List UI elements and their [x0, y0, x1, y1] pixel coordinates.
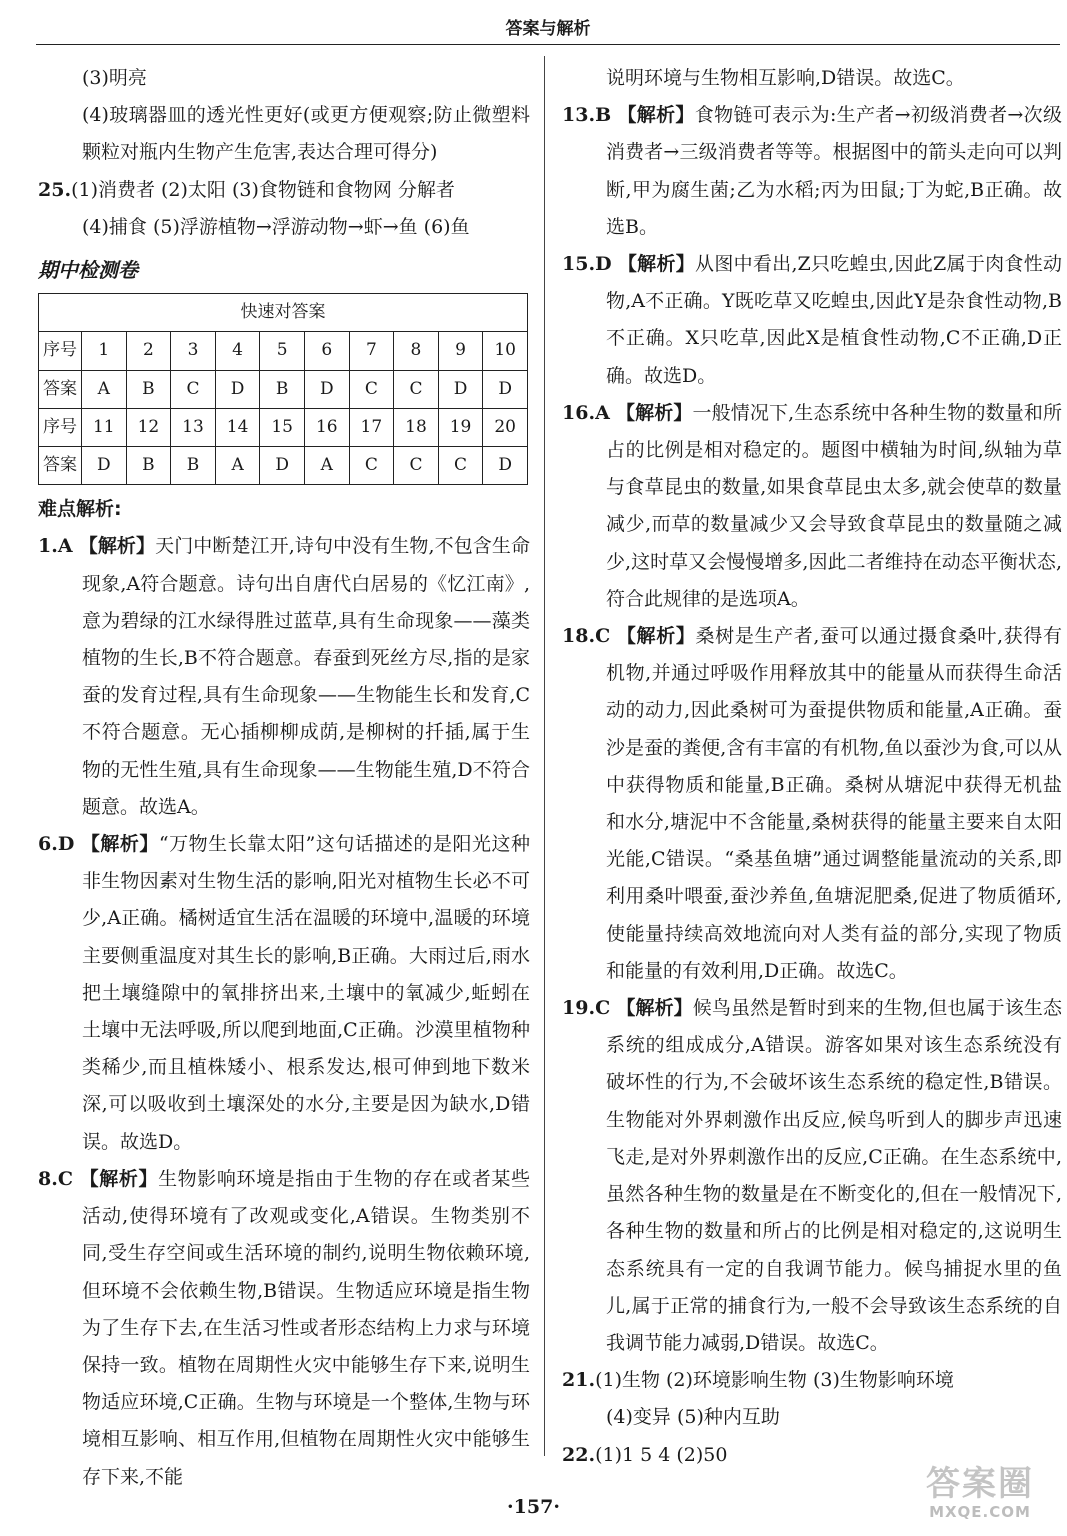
table-cell: D: [82, 447, 127, 485]
watermark-logo: [900, 1464, 1060, 1530]
analysis-tag: 【解析】: [616, 625, 696, 648]
question-number: 19.: [562, 997, 596, 1020]
analysis-tag: 【解析】: [79, 1167, 159, 1190]
analysis-text: 天门中断楚江开,诗句中没有生物,不包含生命现象,A符合题意。诗句出自唐代白居易的《忆江南》,意为碧绿的江水绿得胜过蓝草,具有生命现象——藻类植物的生长,B不符合题意。春蚕到死丝方尽,指的是家蚕的发育过程,具有生命现象——生物能生长和发育,C不符合题意。无心插柳柳成荫,是柳树的扦插,属于生物的无性生殖,具有生命现象——生物能生殖,D不符合题意。故选A。: [82, 535, 530, 818]
watermark-text: 答案圈: [926, 1464, 1034, 1504]
analysis-tag: 【解析】: [80, 833, 159, 856]
table-cell: 14: [215, 408, 260, 446]
page-header: [36, 14, 1060, 45]
right-column: [562, 60, 1062, 1474]
question-15: [562, 246, 1062, 395]
question-25: [38, 172, 530, 209]
table-cell: D: [260, 447, 305, 485]
table-cell: D: [438, 370, 483, 408]
row-label: 序号: [39, 408, 82, 446]
table-cell: 13: [171, 408, 216, 446]
question-13: [562, 97, 1062, 246]
table-cell: 6: [304, 332, 349, 370]
table-cell: 15: [260, 408, 305, 446]
table-cell: C: [394, 370, 439, 408]
table-cell: C: [349, 370, 394, 408]
question-number: 16.: [562, 401, 596, 424]
question-answer: B: [595, 104, 612, 127]
table-cell: 2: [126, 332, 171, 370]
answer-line: (4)玻璃器皿的透光性更好(或更方便观察;防止微塑料颗粒对瓶内生物产生危害,表达合理可得分): [82, 104, 530, 164]
question-8: [38, 1161, 530, 1496]
table-cell: C: [349, 447, 394, 485]
analysis-tag: 【解析】: [615, 401, 693, 424]
question-number: 1.: [38, 535, 58, 558]
answer-text: (1)消费者 (2)太阳 (3)食物链和食物网 分解者: [71, 178, 455, 201]
answer-line: (4)捕食 (5)浮游植物→浮游动物→虾→鱼 (6)鱼: [82, 215, 470, 238]
table-cell: 12: [126, 408, 171, 446]
table-row: [39, 408, 528, 446]
question-number: 21.: [562, 1369, 596, 1392]
question-number: 13.: [562, 104, 596, 127]
analysis-text: “万物生长靠太阳”这句话描述的是阳光这种非生物因素对生物生活的影响,阳光对植物生长必不可少,A正确。橘树适宜生活在温暖的环境中,温暖的环境主要侧重温度对其生长的影响,B正确。大雨过后,雨水把土壤缝隙中的氧排挤出来,土壤中的氧减少,蚯蚓在土壤中无法呼吸,所以爬到地面,C正确。沙漠里植物种类稀少,而且植株矮小、根系发达,根可伸到地下数米深,可以吸收到土壤深处的水分,主要是因为缺水,D错误。故选D。: [82, 833, 530, 1153]
difficulty-title: 难点解析:: [38, 498, 122, 521]
table-cell: 7: [349, 332, 394, 370]
table-cell: B: [260, 370, 305, 408]
table-cell: 16: [304, 408, 349, 446]
table-cell: 9: [438, 332, 483, 370]
continued-text: 说明环境与生物相互影响,D错误。故选C。: [606, 67, 965, 89]
column-divider: [544, 56, 545, 1456]
question-18: [562, 618, 1062, 990]
question-1: [38, 528, 530, 826]
table-cell: 1: [82, 332, 127, 370]
left-column: [38, 60, 530, 1496]
table-row: [39, 370, 528, 408]
question-6: [38, 826, 530, 1161]
question-number: 6.: [38, 833, 58, 856]
table-cell: 11: [82, 408, 127, 446]
analysis-text: 候鸟虽然是暂时到来的生物,但也属于该生态系统的组成成分,A错误。游客如果对该生态系统没有破坏性的行为,不会破坏该生态系统的稳定性,B错误。生物能对外界刺激作出反应,候鸟听到人的脚步声迅速飞走,是对外界刺激作出的反应,C正确。在生态系统中,虽然各种生物的数量是在不断变化的,但在一般情况下,各种生物的数量和所占的比例是相对稳定的,这说明生态系统具有一定的自我调节能力。候鸟捕捉水里的鱼儿,属于正常的捕食行为,一般不会导致该生态系统的自我调节能力减弱,D错误。故选C。: [606, 997, 1062, 1354]
table-cell: D: [304, 370, 349, 408]
analysis-tag: 【解析】: [617, 253, 696, 276]
question-answer: A: [595, 401, 610, 424]
table-cell: A: [304, 447, 349, 485]
table-cell: D: [483, 370, 528, 408]
table-cell: 3: [171, 332, 216, 370]
question-number: 22.: [562, 1443, 596, 1466]
quick-answer-table: [38, 293, 528, 485]
question-answer: C: [595, 997, 611, 1020]
row-label: 序号: [39, 332, 82, 370]
analysis-text: 桑树是生产者,蚕可以通过摄食桑叶,获得有机物,并通过呼吸作用释放其中的能量从而获得生命活动的动力,因此桑树可为蚕提供物质和能量,A正确。蚕沙是蚕的粪便,含有丰富的有机物,鱼以蚕沙为食,可以从中获得物质和能量,B正确。桑树从塘泥中获得无机盐和水分,塘泥中不含能量,桑树获得的能量主要来自太阳光能,C错误。“桑基鱼塘”通过调整能量流动的关系,即利用桑叶喂蚕,蚕沙养鱼,鱼塘泥肥桑,促进了物质循环,使能量持续高效地流向对人类有益的部分,实现了物质和能量的有效利用,D正确。故选C。: [606, 625, 1062, 982]
table-cell: 4: [215, 332, 260, 370]
question-number: 18.: [562, 625, 596, 648]
section-title: 期中检测卷: [38, 258, 138, 283]
table-cell: B: [126, 447, 171, 485]
analysis-text: 食物链可表示为:生产者→初级消费者→次级消费者→三级消费者等等。根据图中的箭头走向可以判断,甲为腐生菌;乙为水稻;丙为田鼠;丁为蛇,B正确。故选B。: [606, 104, 1062, 238]
table-cell: 5: [260, 332, 305, 370]
answer-text: (1)1 5 4 (2)50: [595, 1443, 728, 1466]
analysis-tag: 【解析】: [78, 535, 156, 558]
table-row: [39, 447, 528, 485]
row-label: 答案: [39, 447, 82, 485]
question-number: 8.: [38, 1167, 58, 1190]
table-cell: B: [171, 447, 216, 485]
question-number: 15.: [562, 253, 596, 276]
table-cell: B: [126, 370, 171, 408]
table-row: [39, 332, 528, 370]
analysis-tag: 【解析】: [617, 104, 695, 127]
table-cell: A: [82, 370, 127, 408]
question-answer: D: [595, 253, 612, 276]
question-answer: C: [57, 1167, 73, 1190]
answer-line: (3)明亮: [82, 67, 147, 89]
question-21: [562, 1362, 1062, 1399]
table-cell: 19: [438, 408, 483, 446]
table-cell: 8: [394, 332, 439, 370]
question-16: [562, 395, 1062, 618]
table-cell: D: [483, 447, 528, 485]
question-19: [562, 990, 1062, 1362]
header-title: 答案与解析: [505, 19, 591, 39]
analysis-text: 从图中看出,Z只吃蝗虫,因此Z属于肉食性动物,A不正确。Y既吃草又吃蝗虫,因此Y是杂食性动物,B不正确。X只吃草,因此X是植食性动物,C不正确,D正确。故选D。: [606, 253, 1062, 387]
table-cell: D: [215, 370, 260, 408]
table-cell: A: [215, 447, 260, 485]
page-number: ·157·: [507, 1496, 560, 1518]
analysis-text: 一般情况下,生态系统中各种生物的数量和所占的比例是相对稳定的。题图中横轴为时间,纵轴为草与食草昆虫的数量,如果食草昆虫太多,就会使草的数量减少,而草的数量减少又会导致食草昆虫的数量随之减少,这时草又会慢慢增多,因此二者维持在动态平衡状态,符合此规律的是选项A。: [606, 401, 1062, 610]
question-answer: D: [57, 833, 75, 856]
table-cell: 10: [483, 332, 528, 370]
answer-text: (1)生物 (2)环境影响生物 (3)生物影响环境: [595, 1369, 954, 1392]
watermark-url: MXQE.COM: [929, 1503, 1031, 1521]
table-cell: 17: [349, 408, 394, 446]
table-caption: 快速对答案: [39, 294, 528, 332]
table-cell: 18: [394, 408, 439, 446]
table-cell: 20: [483, 408, 528, 446]
table-cell: C: [394, 447, 439, 485]
analysis-text: 生物影响环境是指由于生物的存在或者某些活动,使得环境有了改观或变化,A错误。生物类别不同,受生存空间或生活环境的制约,说明生物依赖环境,但环境不会依赖生物,B错误。生物适应环境是指生物为了生存下去,在生活习性或者形态结构上力求与环境保持一致。植物在周期性火灾中能够生存下来,说明生物适应环境,C正确。生物与环境是一个整体,生物与环境相互影响、相互作用,但植物在周期性火灾中能够生存下来,不能: [82, 1167, 530, 1488]
table-cell: C: [438, 447, 483, 485]
question-answer: C: [595, 625, 611, 648]
row-label: 答案: [39, 370, 82, 408]
answer-line: (4)变异 (5)种内互助: [606, 1406, 780, 1429]
question-number: 25.: [38, 178, 72, 201]
question-answer: A: [57, 535, 73, 558]
table-cell: C: [171, 370, 216, 408]
analysis-tag: 【解析】: [616, 997, 693, 1020]
